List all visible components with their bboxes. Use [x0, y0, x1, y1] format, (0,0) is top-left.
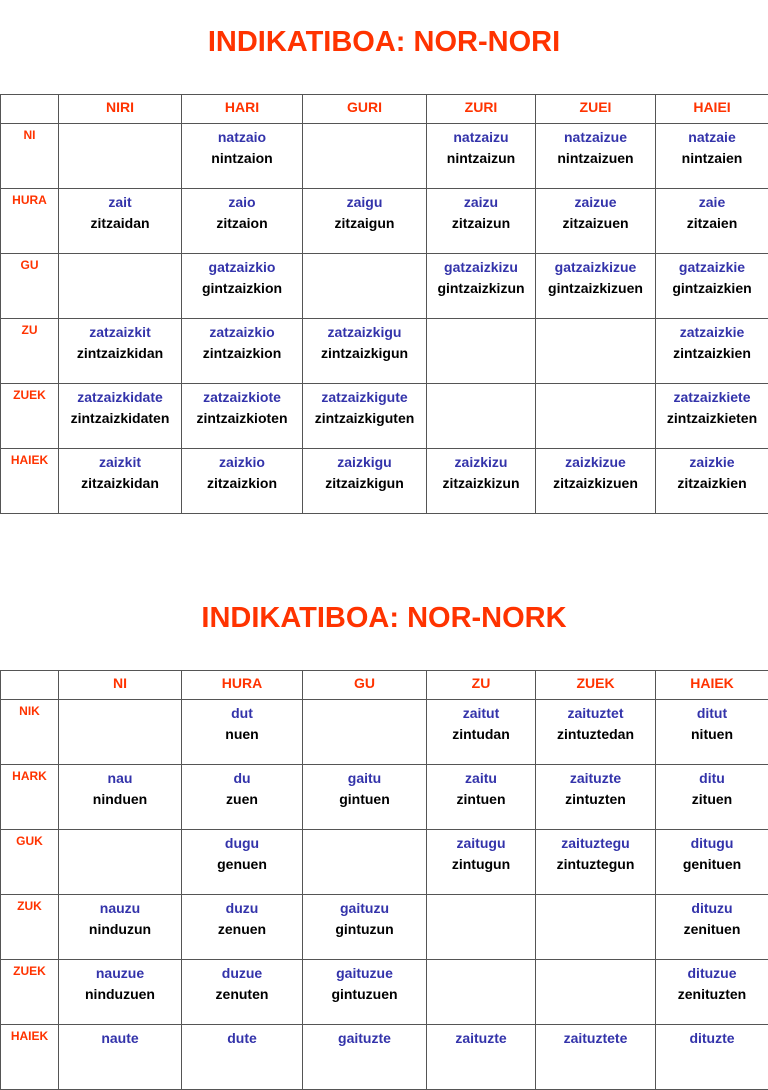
present-form: zatzaizkio [182, 323, 302, 341]
conjugation-cell [303, 765, 427, 830]
conjugation-cell [656, 895, 768, 960]
past-form: ninduen [59, 790, 181, 808]
conjugation-cell [656, 960, 768, 1025]
column-header: ZUEI [536, 95, 656, 124]
conjugation-cell [427, 700, 536, 765]
past-form: ninduzun [59, 920, 181, 938]
nor-nork-table [0, 670, 768, 1090]
conjugation-cell [427, 124, 536, 189]
conjugation-cell [59, 765, 182, 830]
conjugation-cell [303, 1025, 427, 1090]
past-form: gintzaizkizun [427, 279, 535, 297]
conjugation-cell [536, 765, 656, 830]
conjugation-cell [59, 449, 182, 514]
conjugation-cell [656, 449, 768, 514]
conjugation-cell [59, 384, 182, 449]
present-form: zaituzte [427, 1029, 535, 1047]
present-form: zaigu [303, 193, 426, 211]
table-row [1, 960, 768, 1025]
conjugation-cell [536, 124, 656, 189]
column-header: GU [303, 671, 427, 700]
present-form: dut [182, 704, 302, 722]
past-form: gintuzun [303, 920, 426, 938]
past-form: nuen [182, 725, 302, 743]
conjugation-cell [59, 830, 182, 895]
past-form: zenituzten [656, 985, 768, 1003]
conjugation-cell [182, 1025, 303, 1090]
conjugation-cell [303, 319, 427, 384]
row-header: GU [1, 254, 59, 319]
present-form: ditut [656, 704, 768, 722]
present-form: gaitu [303, 769, 426, 787]
table-row [1, 449, 768, 514]
present-form: zatzaizkigute [303, 388, 426, 406]
past-form: zintuztegun [536, 855, 655, 873]
present-form: gaituzte [303, 1029, 426, 1047]
column-header: HAIEK [656, 671, 768, 700]
conjugation-cell [536, 830, 656, 895]
past-form: zitzaizkidan [59, 474, 181, 492]
present-form: nauzu [59, 899, 181, 917]
past-form: zitzaizkigun [303, 474, 426, 492]
present-form: dituzue [656, 964, 768, 982]
conjugation-cell [303, 384, 427, 449]
conjugation-cell [427, 384, 536, 449]
past-form: zituen [656, 790, 768, 808]
conjugation-cell [182, 384, 303, 449]
table-row [1, 384, 768, 449]
corner-cell [1, 671, 59, 700]
conjugation-cell [536, 1025, 656, 1090]
conjugation-cell [182, 765, 303, 830]
past-form: nintzaizun [427, 149, 535, 167]
present-form: zatzaizkidate [59, 388, 181, 406]
past-form: zintudan [427, 725, 535, 743]
present-form: duzue [182, 964, 302, 982]
row-header: NI [1, 124, 59, 189]
conjugation-cell [656, 1025, 768, 1090]
row-header: NIK [1, 700, 59, 765]
header-row [1, 671, 768, 700]
conjugation-cell [656, 384, 768, 449]
present-form: dute [182, 1029, 302, 1047]
present-form: zatzaizkit [59, 323, 181, 341]
past-form: zintuztedan [536, 725, 655, 743]
past-form: genituen [656, 855, 768, 873]
row-header: ZUEK [1, 960, 59, 1025]
conjugation-cell [303, 830, 427, 895]
present-form: zatzaizkiete [656, 388, 768, 406]
past-form: zitzaizkizun [427, 474, 535, 492]
conjugation-cell [427, 254, 536, 319]
conjugation-cell [536, 449, 656, 514]
conjugation-cell [59, 189, 182, 254]
conjugation-cell [182, 124, 303, 189]
past-form: zitzaigun [303, 214, 426, 232]
past-form: zintzaizkieten [656, 409, 768, 427]
conjugation-cell [59, 254, 182, 319]
header-row [1, 95, 768, 124]
present-form: zaizkizue [536, 453, 655, 471]
conjugation-cell [303, 254, 427, 319]
past-form: gintuzuen [303, 985, 426, 1003]
conjugation-cell [59, 319, 182, 384]
conjugation-cell [303, 700, 427, 765]
conjugation-cell [59, 960, 182, 1025]
nor-nori-table [0, 94, 768, 514]
column-header: HARI [182, 95, 303, 124]
conjugation-cell [427, 1025, 536, 1090]
past-form: zintuen [427, 790, 535, 808]
row-header: HAIEK [1, 449, 59, 514]
past-form: ninduzuen [59, 985, 181, 1003]
conjugation-cell [59, 700, 182, 765]
present-form: zaie [656, 193, 768, 211]
table-row [1, 895, 768, 960]
past-form: zintzaizkigun [303, 344, 426, 362]
conjugation-cell [427, 765, 536, 830]
conjugation-cell [656, 254, 768, 319]
present-form: zaitugu [427, 834, 535, 852]
present-form: gatzaizkizu [427, 258, 535, 276]
conjugation-cell [656, 319, 768, 384]
past-form: zitzaizkien [656, 474, 768, 492]
conjugation-cell [427, 960, 536, 1025]
present-form: zaizue [536, 193, 655, 211]
present-form: zaizkit [59, 453, 181, 471]
conjugation-cell [656, 124, 768, 189]
conjugation-cell [427, 830, 536, 895]
past-form: genuen [182, 855, 302, 873]
past-form: gintzaizkion [182, 279, 302, 297]
row-header: HARK [1, 765, 59, 830]
past-form: nintzaizuen [536, 149, 655, 167]
conjugation-cell [182, 449, 303, 514]
conjugation-cell [427, 895, 536, 960]
conjugation-cell [303, 449, 427, 514]
row-header: ZUEK [1, 384, 59, 449]
conjugation-cell [536, 254, 656, 319]
present-form: zaituztegu [536, 834, 655, 852]
conjugation-cell [656, 700, 768, 765]
nor-nork-title: INDIKATIBOA: NOR-NORK [0, 602, 768, 635]
present-form: duzu [182, 899, 302, 917]
present-form: ditu [656, 769, 768, 787]
row-header: ZUK [1, 895, 59, 960]
past-form: zintzaizkidaten [59, 409, 181, 427]
table-row [1, 1025, 768, 1090]
conjugation-cell [182, 700, 303, 765]
conjugation-cell [303, 124, 427, 189]
conjugation-cell [303, 189, 427, 254]
conjugation-cell [536, 960, 656, 1025]
present-form: zaituztete [536, 1029, 655, 1047]
past-form: zintugun [427, 855, 535, 873]
row-header: ZU [1, 319, 59, 384]
present-form: zatzaizkiote [182, 388, 302, 406]
conjugation-cell [427, 189, 536, 254]
conjugation-cell [59, 895, 182, 960]
present-form: zait [59, 193, 181, 211]
present-form: zaio [182, 193, 302, 211]
present-form: natzaizue [536, 128, 655, 146]
conjugation-cell [536, 319, 656, 384]
conjugation-cell [427, 449, 536, 514]
conjugation-cell [303, 960, 427, 1025]
column-header: NI [59, 671, 182, 700]
row-header: HURA [1, 189, 59, 254]
past-form: nintzaion [182, 149, 302, 167]
past-form: zintzaizkien [656, 344, 768, 362]
past-form: zitzaizuen [536, 214, 655, 232]
conjugation-cell [536, 189, 656, 254]
present-form: gatzaizkizue [536, 258, 655, 276]
conjugation-cell [536, 700, 656, 765]
conjugation-cell [536, 384, 656, 449]
column-header: ZU [427, 671, 536, 700]
present-form: gaituzu [303, 899, 426, 917]
present-form: gaituzue [303, 964, 426, 982]
row-header: HAIEK [1, 1025, 59, 1090]
conjugation-cell [182, 895, 303, 960]
present-form: zaituzte [536, 769, 655, 787]
conjugation-cell [656, 765, 768, 830]
present-form: nauzue [59, 964, 181, 982]
conjugation-cell [182, 189, 303, 254]
present-form: ditugu [656, 834, 768, 852]
table-row [1, 700, 768, 765]
past-form: gintuen [303, 790, 426, 808]
past-form: zintzaizkiguten [303, 409, 426, 427]
past-form: zenuten [182, 985, 302, 1003]
present-form: zaizkigu [303, 453, 426, 471]
present-form: natzaizu [427, 128, 535, 146]
past-form: zuen [182, 790, 302, 808]
present-form: dituzu [656, 899, 768, 917]
present-form: zaizu [427, 193, 535, 211]
past-form: zintzaizkidan [59, 344, 181, 362]
conjugation-cell [59, 124, 182, 189]
table-row [1, 830, 768, 895]
past-form: gintzaizkizuen [536, 279, 655, 297]
present-form: dituzte [656, 1029, 768, 1047]
conjugation-cell [182, 830, 303, 895]
conjugation-cell [427, 319, 536, 384]
conjugation-cell [656, 830, 768, 895]
present-form: nau [59, 769, 181, 787]
present-form: zaizkizu [427, 453, 535, 471]
column-header: GURI [303, 95, 427, 124]
present-form: zaitut [427, 704, 535, 722]
past-form: zitzaien [656, 214, 768, 232]
present-form: zatzaizkie [656, 323, 768, 341]
column-header: ZURI [427, 95, 536, 124]
present-form: zaizkio [182, 453, 302, 471]
past-form: zitzaidan [59, 214, 181, 232]
present-form: zaizkie [656, 453, 768, 471]
row-header: GUK [1, 830, 59, 895]
present-form: zaitu [427, 769, 535, 787]
present-form: zatzaizkigu [303, 323, 426, 341]
past-form: zitzaizun [427, 214, 535, 232]
present-form: natzaio [182, 128, 302, 146]
past-form: zintzaizkioten [182, 409, 302, 427]
present-form: gatzaizkie [656, 258, 768, 276]
past-form: zitzaizkizuen [536, 474, 655, 492]
table-row [1, 189, 768, 254]
column-header: NIRI [59, 95, 182, 124]
conjugation-cell [656, 189, 768, 254]
past-form: zitzaizkion [182, 474, 302, 492]
conjugation-cell [536, 895, 656, 960]
present-form: zaituztet [536, 704, 655, 722]
past-form: zitzaion [182, 214, 302, 232]
column-header: HURA [182, 671, 303, 700]
conjugation-cell [182, 960, 303, 1025]
nor-nori-title: INDIKATIBOA: NOR-NORI [0, 26, 768, 59]
corner-cell [1, 95, 59, 124]
conjugation-cell [303, 895, 427, 960]
past-form: zenituen [656, 920, 768, 938]
past-form: gintzaizkien [656, 279, 768, 297]
conjugation-cell [182, 254, 303, 319]
past-form: nituen [656, 725, 768, 743]
column-header: ZUEK [536, 671, 656, 700]
past-form: nintzaien [656, 149, 768, 167]
conjugation-cell [59, 1025, 182, 1090]
table-row [1, 319, 768, 384]
table-row [1, 254, 768, 319]
past-form: zintuzten [536, 790, 655, 808]
column-header: HAIEI [656, 95, 768, 124]
present-form: naute [59, 1029, 181, 1047]
table-row [1, 765, 768, 830]
table-row [1, 124, 768, 189]
past-form: zenuen [182, 920, 302, 938]
present-form: gatzaizkio [182, 258, 302, 276]
present-form: natzaie [656, 128, 768, 146]
conjugation-cell [182, 319, 303, 384]
present-form: dugu [182, 834, 302, 852]
past-form: zintzaizkion [182, 344, 302, 362]
present-form: du [182, 769, 302, 787]
